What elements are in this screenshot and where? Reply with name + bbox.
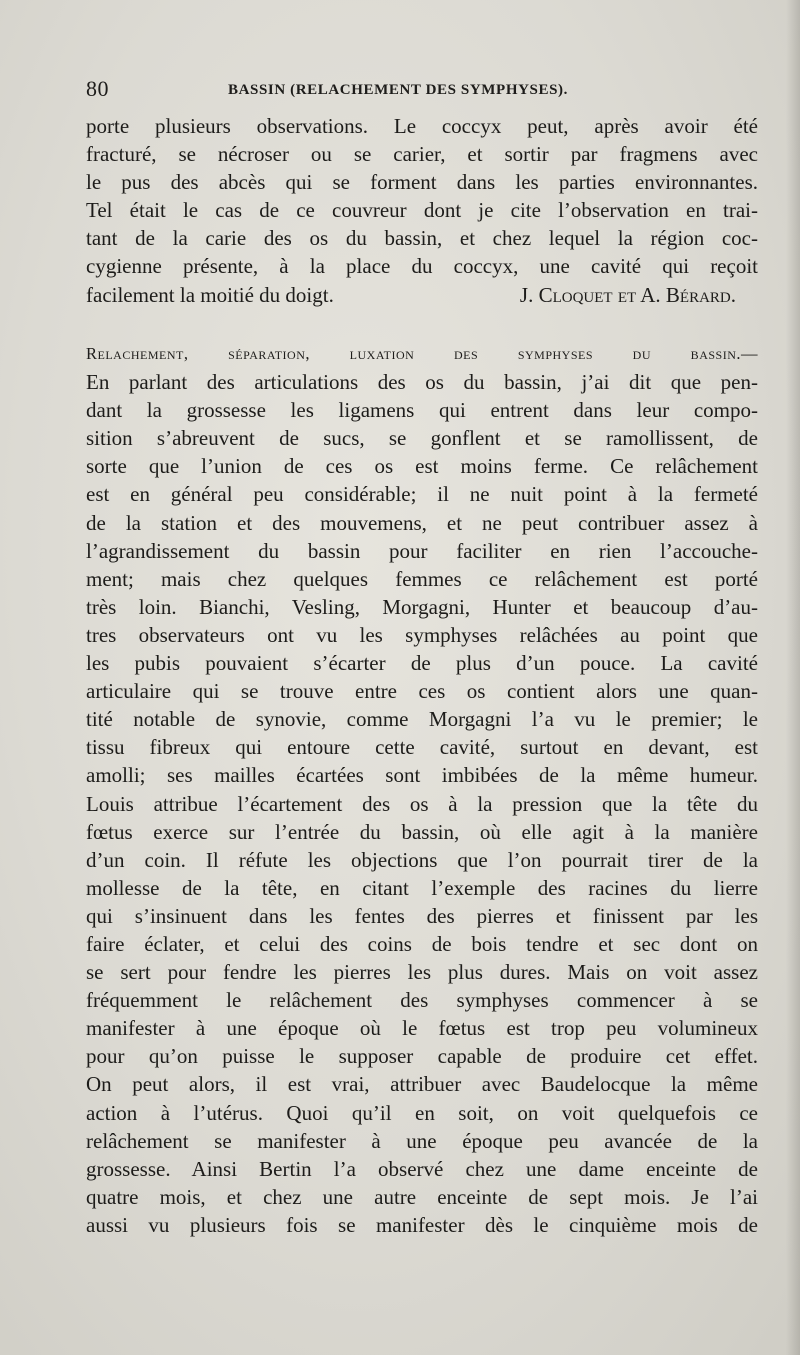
- text-line: de la station et des mouvemens, et ne peut contribuer assez à: [86, 510, 758, 535]
- text-line: dant la grossesse les ligamens qui entrent dans leur compo-: [86, 398, 758, 423]
- text-line: mollesse de la tête, en citant l’exemple des racines du lierre: [86, 875, 758, 900]
- text-line: fracturé, se nécroser ou se carier, et sortir par fragmens avec: [86, 142, 758, 167]
- text-line: pour qu’on puisse le supposer capable de produire cet effet.: [86, 1044, 758, 1069]
- text-line: manifester à une époque où le fœtus est trop peu volumineux: [86, 1016, 758, 1041]
- text-line: porte plusieurs observations. Le coccyx peut, après avoir été: [86, 114, 758, 138]
- text-line: est en général peu considérable; il ne nuit point à la fermeté: [86, 482, 758, 507]
- text-line: tant de la carie des os du bassin, et chez lequel la région coc-: [86, 226, 758, 251]
- text-line: fœtus exerce sur l’entrée du bassin, où elle agit à la manière: [86, 819, 758, 844]
- text-line: Louis attribue l’écartement des os à la pression que la tête du: [86, 791, 758, 816]
- text-line: les pubis pouvaient s’écarter de plus d’un pouce. La cavité: [86, 651, 758, 676]
- text-line: sorte que l’union de ces os est moins ferme. Ce relâchement: [86, 454, 758, 479]
- running-head: BASSIN (RELACHEMENT DES SYMPHYSES).: [228, 82, 568, 98]
- text-line: se sert pour fendre les pierres les plus dures. Mais on voit assez: [86, 960, 758, 985]
- text-line-with-signature: [86, 281, 758, 309]
- text-line: En parlant des articulations des os du bassin, j’ai dit que pen-: [86, 370, 758, 395]
- text-line: grossesse. Ainsi Bertin l’a observé chez une dame enceinte de: [86, 1156, 758, 1181]
- text-line: très loin. Bianchi, Vesling, Morgagni, Hunter et beaucoup d’au-: [86, 594, 758, 619]
- text-line: action à l’utérus. Quoi qu’il en soit, on voit quelquefois ce: [86, 1100, 758, 1125]
- text-line: fréquemment le relâchement des symphyses commencer à se: [86, 988, 758, 1013]
- text-line: articulaire qui se trouve entre ces os contient alors une quan-: [86, 679, 758, 704]
- page-header: [86, 76, 762, 108]
- text-line: tissu fibreux qui entoure cette cavité, surtout en devant, est: [86, 735, 758, 760]
- text-line: tres observateurs ont vu les symphyses relâchées au point que: [86, 622, 758, 647]
- text-line: On peut alors, il est vrai, attribuer avec Baudelocque la même: [86, 1072, 758, 1097]
- text-line: facilement la moitié du doigt.: [86, 282, 334, 307]
- text-line: sition s’abreuvent de sucs, se gonflent et se ramollissent, de: [86, 426, 758, 451]
- section-heading: Relachement, séparation, luxation des symphyses du bassin.—: [86, 344, 758, 363]
- text-line: quatre mois, et chez une autre enceinte de sept mois. Je l’ai: [86, 1184, 758, 1209]
- text-line: Tel était le cas de ce couvreur dont je cite l’observation en trai-: [86, 198, 758, 223]
- text-line: qui s’insinuent dans les fentes des pierres et finissent par les: [86, 903, 758, 928]
- text-line: d’un coin. Il réfute les objections que l’on pourrait tirer de la: [86, 847, 758, 872]
- author-signature: J. Cloquet et A. Bérard.: [519, 282, 736, 307]
- page-number: 80: [86, 76, 109, 101]
- text-line: ment; mais chez quelques femmes ce relâchement est porté: [86, 566, 758, 591]
- text-line: le pus des abcès qui se forment dans les parties environnantes.: [86, 170, 758, 195]
- section-paragraph: [86, 340, 758, 1239]
- text-line: faire éclater, et celui des coins de bois tendre et sec dont on: [86, 931, 758, 956]
- page-edge-shadow: [786, 0, 800, 1355]
- text-line: cygienne présente, à la place du coccyx, une cavité qui reçoit: [86, 254, 758, 279]
- paragraph-continued: [86, 112, 758, 309]
- text-line: relâchement se manifester à une époque peu avancée de la: [86, 1128, 758, 1153]
- text-line: tité notable de synovie, comme Morgagni l’a vu le premier; le: [86, 707, 758, 732]
- text-line: aussi vu plusieurs fois se manifester dès le cinquième mois de: [86, 1212, 758, 1237]
- text-line: l’agrandissement du bassin pour faciliter en rien l’accouche-: [86, 538, 758, 563]
- text-line: amolli; ses mailles écartées sont imbibées de la même humeur.: [86, 763, 758, 788]
